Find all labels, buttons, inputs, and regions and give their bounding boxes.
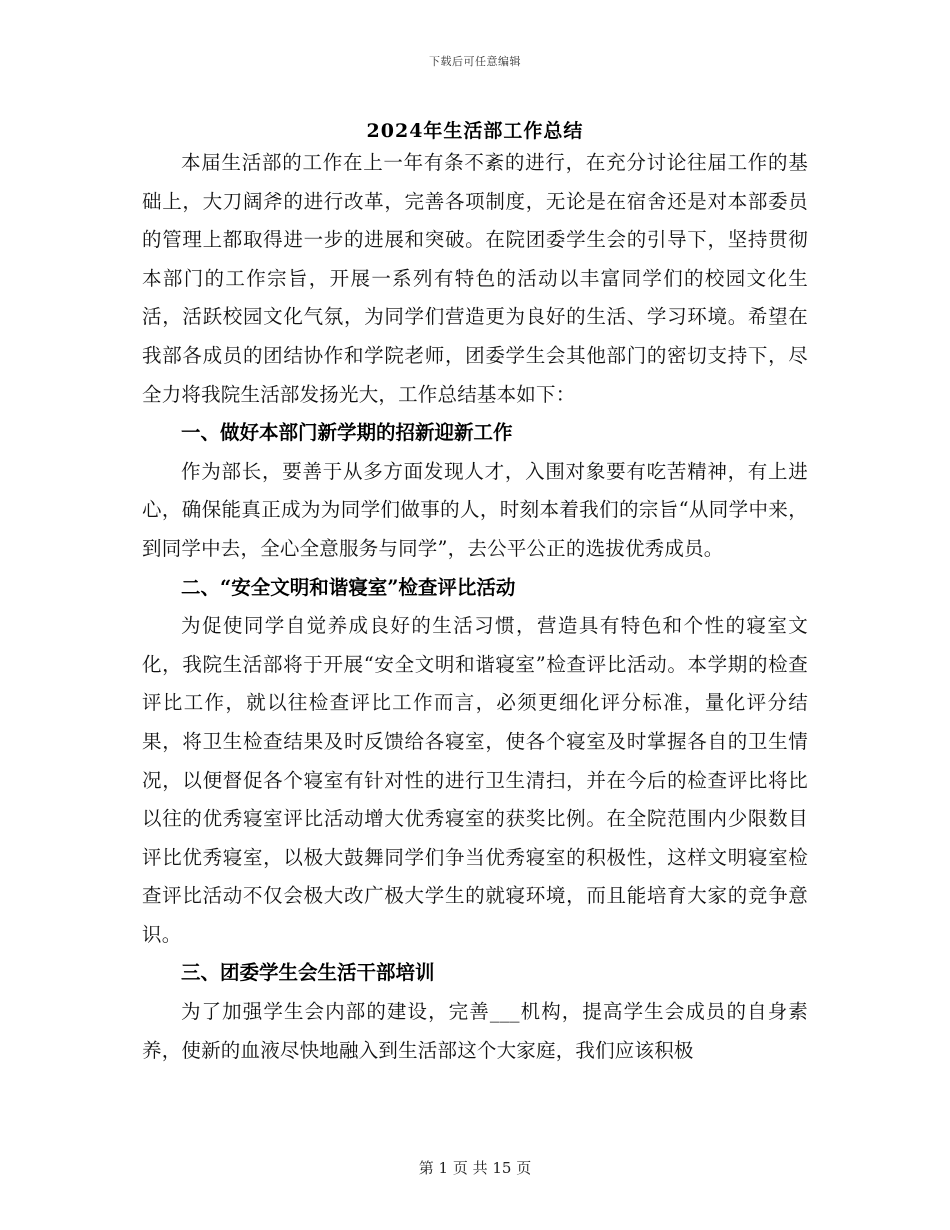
section-1-paragraph: 作为部长，要善于从多方面发现人才，入围对象要有吃苦精神，有上进心，确保能真正成为为同学们做事的人，时刻本着我们的宗旨“从同学中来，到同学中去，全心全意服务与同学”，去公平公正的选拔优秀成员。 — [142, 459, 808, 560]
intro-paragraph: 本届生活部的工作在上一年有条不紊的进行，在充分讨论往届工作的基础上，大刀阔斧的进行改革，完善各项制度，无论是在宿舍还是对本部委员的管理上都取得进一步的进展和突破。在院团委学生会的引导下，坚持贯彻本部门的工作宗旨，开展一系列有特色的活动以丰富同学们的校园文化生活，活跃校园文化气氛，为同学们营造更为良好的生活、学习环境。希望在我部各成员的团结协作和学院老师，团委学生会其他部门的密切支持下，尽全力将我院生活部发扬光大，工作总结基本如下： — [142, 151, 808, 406]
document-body — [142, 144, 808, 1070]
document-title: 2024年生活部工作总结 — [366, 120, 584, 142]
section-3-paragraph: 为了加强学生会内部的建设，完善___机构，提高学生会成员的自身素养，使新的血液尽快地融入到生活部这个大家庭，我们应该积极 — [142, 1000, 808, 1062]
section-2-paragraph: 为促使同学自觉养成良好的生活习惯，营造具有特色和个性的寝室文化，我院生活部将于开展“安全文明和谐寝室”检查评比活动。本学期的检查评比工作，就以往检查评比工作而言，必须更细化评分标准，量化评分结果，将卫生检查结果及时反馈给各寝室，使各个寝室及时掌握各自的卫生情况，以便督促各个寝室有针对性的进行卫生清扫，并在今后的检查评比将比以往的优秀寝室评比活动增大优秀寝室的获奖比例。在全院范围内少限数目评比优秀寝室，以极大鼓舞同学们争当优秀寝室的积极性，这样文明寝室检查评比活动不仅会极大改广极大学生的就寝环境，而且能培育大家的竞争意识。 — [142, 614, 808, 946]
page-header-note: 下载后可任意编辑 — [429, 55, 521, 68]
section-3-heading: 三、团委学生会生活干部培训 — [181, 961, 435, 985]
section-2-heading: 二、“安全文明和谐寝室”检查评比活动 — [181, 575, 516, 599]
page-number: 第 1 页 共 15 页 — [418, 1159, 532, 1177]
section-1-heading: 一、做好本部门新学期的招新迎新工作 — [181, 421, 513, 445]
